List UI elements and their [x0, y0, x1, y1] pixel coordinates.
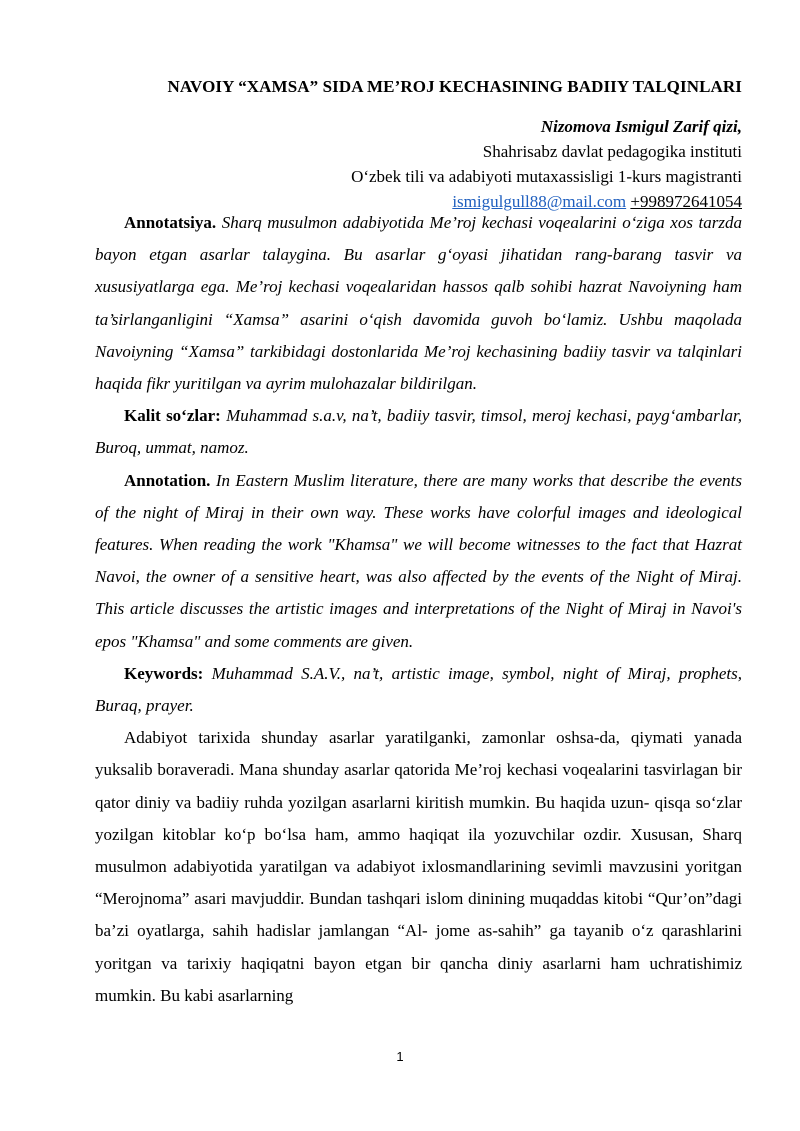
article-title: NAVOIY “XAMSA” SIDA ME’ROJ KECHASINING BADIIY TALQINLARI [167, 77, 742, 96]
author-block [351, 114, 742, 214]
author-institution: Shahrisabz davlat pedagogika instituti [482, 142, 742, 161]
author-phone: +998972641054 [630, 192, 742, 211]
keywords-uz-text: Muhammad s.a.v, na’t, badiiy tasvir, timsol, meroj kechasi, payg‘ambarlar, Buroq, ummat, namoz. [95, 406, 742, 458]
annotation-uz [95, 207, 742, 400]
keywords-uz [95, 400, 742, 464]
annotation-en [95, 465, 742, 658]
article-body [95, 207, 742, 1012]
main-paragraph: Adabiyot tarixida shunday asarlar yaratilganki, zamonlar oshsa-da, qiymati yanada yuksalib boraveradi. Mana shunday asarlar qatorida Me’roj kechasi voqealarini tasvirlagan bir qator diniy va badiiy ruhda yozilgan asarlarni kiritish mumkin. Bu haqida uzun- qisqa so‘zlar yozilgan kitoblar ko‘p bo‘lsa ham, ammo haqiqat ila yozuvchilar ozdir. Xususan, Sharq musulmon adabiyotida yaratilgan va adabiyot ixlosmandlarining sevimli mavzusini yoritgan “Merojnoma” asari mavjuddir. Bundan tashqari islom dinining muqaddas kitobi “Qur’on”dagi ba’zi oyatlarga, sahih hadislar jamlangan “Al- jome as-sahih” ga tayanib o‘z qarashlarini yoritgan va tarixiy haqiqatni bayon etgan bir qancha diniy asarlarni ham uchratishimiz mumkin. Bu kabi asarlarning [95, 728, 742, 1005]
annotation-en-text: In Eastern Muslim literature, there are many works that describe the events of the night of Miraj in their own way. These works have colorful images and ideological features. When reading the work "Khamsa" we will become witnesses to the fact that Hazrat Navoi, the owner of a sensitive heart, was also affected by the events of the Night of Miraj. This article discusses the artistic images and interpretations of the Night of Miraj in Navoi's epos "Khamsa" and some comments are given. [95, 470, 742, 651]
keywords-en-text: Muhammad S.A.V., na’t, artistic image, symbol, night of Miraj, prophets, Buraq, prayer. [95, 663, 743, 716]
annotation-uz-label: Annotatsiya. [124, 213, 217, 232]
author-name: Nizomova Ismigul Zarif qizi, [540, 117, 742, 136]
keywords-uz-label: Kalit so‘zlar: [124, 406, 221, 426]
author-position: O‘zbek tili va adabiyoti mutaxassisligi 1-kurs magistranti [351, 167, 742, 186]
page-number: 1 [396, 1049, 404, 1064]
keywords-en-label: Keywords: [124, 663, 204, 683]
annotation-en-label: Annotation. [124, 470, 211, 490]
keywords-en [95, 658, 742, 722]
annotation-uz-text: Sharq musulmon adabiyotida Me’roj kechasi voqealarini o‘ziga xos tarzda bayon etgan asarlar talaygina. Bu asarlar g‘oyasi jihatidan rang-barang tasvir va xususiyatlarga ega. Me’roj kechasi voqealaridan hassos qalb sohibi hazrat Navoiyning ham ta’sirlanganligini “Xamsa” asarini o‘qish davomida guvoh bo‘lamiz. Ushbu maqolada Navoiyning “Xamsa” tarkibidagi dostonlarida Me’roj kechasining badiiy tasvir va talqinlari haqida fikr yuritilgan va ayrim mulohazalar bildirilgan. [95, 213, 743, 394]
author-email-link[interactable]: ismigulgull88@mail.com [452, 192, 627, 211]
